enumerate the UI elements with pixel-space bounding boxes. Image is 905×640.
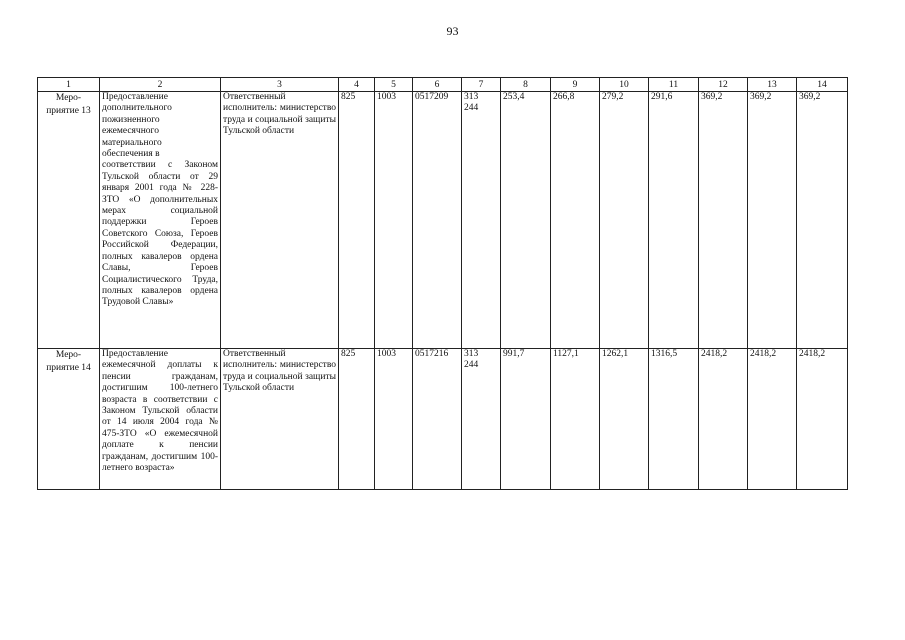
cell-c6: 0517216 xyxy=(413,349,462,490)
cell-c10: 1262,1 xyxy=(600,349,649,490)
cell-c8: 253,4 xyxy=(501,92,551,349)
cell-c8: 991,7 xyxy=(501,349,551,490)
responsible-executor: Ответственный исполнитель: министерство труда и социальной защиты Тульской области xyxy=(221,92,339,349)
column-header-2: 2 xyxy=(100,78,221,92)
measure-description: Предоставление дополнительного пожизненного ежемесячного материального обеспечения в соответствии с Законом Тульской области от 29 января 2001 года № 228-ЗТО «О дополнительных мерах социальной поддержки Героев Советского Союза, Героев Российской Федерации, полных кавалеров ордена Славы, Героев Социалистического Труда, полных кавалеров ордена Трудовой Славы» xyxy=(100,92,221,349)
cell-c14: 2418,2 xyxy=(797,349,848,490)
cell-c9: 1127,1 xyxy=(551,349,600,490)
cell-c14: 369,2 xyxy=(797,92,848,349)
cell-c12: 2418,2 xyxy=(699,349,748,490)
cell-c7: 313 244 xyxy=(462,92,501,349)
column-header-4: 4 xyxy=(339,78,375,92)
column-header-8: 8 xyxy=(501,78,551,92)
cell-c4: 825 xyxy=(339,92,375,349)
cell-c13: 2418,2 xyxy=(748,349,797,490)
row-label xyxy=(38,92,100,349)
row-label xyxy=(38,349,100,490)
cell-c5: 1003 xyxy=(375,349,413,490)
column-header-13: 13 xyxy=(748,78,797,92)
cell-c6: 0517209 xyxy=(413,92,462,349)
column-header-3: 3 xyxy=(221,78,339,92)
row-label-text: Меро- приятие 14 xyxy=(46,350,91,373)
cell-c9: 266,8 xyxy=(551,92,600,349)
responsible-executor: Ответственный исполнитель: министерство труда и социальной защиты Тульской области xyxy=(221,349,339,490)
cell-c12: 369,2 xyxy=(699,92,748,349)
page-number: 93 xyxy=(446,24,459,38)
column-header-10: 10 xyxy=(600,78,649,92)
column-header-11: 11 xyxy=(649,78,699,92)
column-header-9: 9 xyxy=(551,78,600,92)
cell-c11: 291,6 xyxy=(649,92,699,349)
table-row xyxy=(38,92,848,349)
cell-c10: 279,2 xyxy=(600,92,649,349)
column-header-14: 14 xyxy=(797,78,848,92)
column-header-1: 1 xyxy=(38,78,100,92)
cell-c11: 1316,5 xyxy=(649,349,699,490)
cell-c13: 369,2 xyxy=(748,92,797,349)
cell-c4: 825 xyxy=(339,349,375,490)
column-header-6: 6 xyxy=(413,78,462,92)
table-row xyxy=(38,349,848,490)
column-header-5: 5 xyxy=(375,78,413,92)
header-row xyxy=(38,78,848,92)
cell-c5: 1003 xyxy=(375,92,413,349)
budget-table xyxy=(37,77,848,490)
cell-c7: 313 244 xyxy=(462,349,501,490)
measure-description: Предоставление ежемесячной доплаты к пенсии гражданам, достигшим 100-летнего возраста в соответствии с Законом Тульской области от 14 июля 2004 года № 475-ЗТО «О ежемесячной доплате к пенсии гражданам, достигшим 100-летнего возраста» xyxy=(100,349,221,490)
column-header-7: 7 xyxy=(462,78,501,92)
row-label-text: Меро- приятие 13 xyxy=(46,93,91,116)
column-header-12: 12 xyxy=(699,78,748,92)
